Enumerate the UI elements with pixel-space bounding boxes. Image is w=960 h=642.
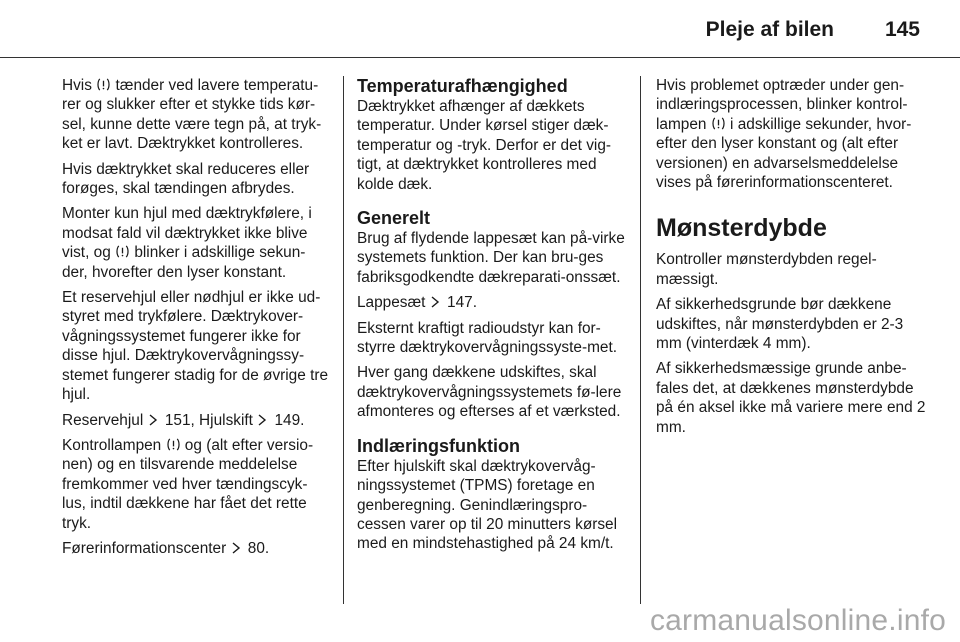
column-divider-2: [640, 76, 641, 604]
text-span: Hvis problemet optræder under gen-indlæringsprocessen, blinker kontrol-lampen: [656, 77, 908, 133]
page-reference-link[interactable]: 151, Hjulskift: [160, 411, 258, 429]
tpms-warning-icon: [96, 77, 111, 92]
text-span: Førerinformationscenter: [62, 539, 231, 557]
section-heading-learning: Indlæringsfunktion: [357, 435, 520, 456]
page-reference-link[interactable]: 80.: [243, 539, 270, 557]
page-reference-arrow-icon[interactable]: [231, 542, 241, 554]
text-span: Monter kun hjul med dæktrykfølere, i modsat fald vil dæktrykket ikke blive vist, og: [62, 205, 312, 262]
paragraph: [62, 411, 330, 430]
page-reference-arrow-icon[interactable]: [430, 296, 440, 308]
paragraph: Af sikkerhedsmæssige grunde anbe-fales det, at dækkenes mønsterdybde på én aksel ikke må variere mere end 2 mm.: [656, 360, 926, 436]
paragraph: [62, 204, 330, 282]
paragraph: [62, 436, 330, 533]
text-span: i adskillige sekunder, hvor-efter den lyser konstant og (alt efter versionen) en advarselsmeddelelse vises på førerinformationscenteret.: [656, 115, 912, 192]
tpms-warning-icon: [166, 437, 181, 452]
paragraph: [357, 293, 629, 312]
text-span: Kontrollampen: [62, 436, 166, 454]
paragraph: Hvis dæktrykket skal reduceres eller forøges, skal tændingen afbrydes.: [62, 160, 310, 198]
text-span: Lappesæt: [357, 294, 430, 312]
paragraph: Et reservehjul eller nødhjul er ikke ud-styret med trykfølere. Dæktrykover-vågningssystemet fungerer ikke for disse hjul. Dæktrykovervågningssy-stemet fungerer stadig for de øvrige tre hjul.: [62, 289, 329, 404]
tpms-warning-icon: [115, 244, 130, 259]
paragraph: Eksternt kraftigt radioudstyr kan for-styrre dæktrykovervågningssyste-met.: [357, 319, 618, 357]
section-heading-temperature: Temperaturafhængighed: [357, 76, 568, 96]
text-span: blinker i adskillige sekun-der, hvorefter den lyser konstant.: [62, 244, 306, 281]
paragraph: [656, 76, 926, 192]
page-header-title: Pleje af bilen: [705, 18, 834, 41]
paragraph: Efter hjulskift skal dæktrykovervåg-ningssystemet (TPMS) foretage en genberegning. Genindlæringspro-cessen varer op til 20 minutters kørsel med en mindstehastighed på 24 km/t.: [357, 457, 618, 553]
paragraph: Dæktrykket afhænger af dækkets temperatur. Under kørsel stiger dæk-temperatur og -tryk. Derfor er det vig-tigt, at dæktrykket kontrolleres med kolde dæk.: [357, 98, 612, 193]
page-reference-arrow-icon[interactable]: [148, 414, 158, 426]
watermark: carmanualsonline.info: [649, 604, 946, 637]
column-divider-1: [343, 76, 344, 604]
paragraph: [62, 539, 330, 558]
paragraph: Brug af flydende lappesæt kan på-virke systemets funktion. Der kan bru-ges fabriksgodkendte dækreparati-onssæt.: [357, 230, 625, 286]
paragraph: Hver gang dækkene udskiftes, skal dæktrykovervågningssystemets fø-lere afmonteres og efterses af et værksted.: [357, 364, 622, 421]
paragraph: Af sikkerhedsgrunde bør dækkene udskiftes, når mønsterdybden er 2-3 mm (vinterdæk 4 mm).: [656, 296, 904, 353]
text-span: tænder ved lavere temperatu-rer og slukker efter et stykke tids kør-sel, kunne dette være tegn på, at tryk-ket er lavt. Dæktrykket kontrolleres.: [62, 77, 322, 153]
page-reference-link[interactable]: 147.: [442, 294, 477, 312]
section-heading-tread-depth: Mønsterdybde: [656, 214, 827, 243]
page-reference-link[interactable]: 149.: [270, 411, 305, 429]
column-3: [656, 76, 926, 443]
page-number: 145: [884, 18, 920, 41]
column-2: [357, 76, 629, 560]
section-heading-general: Generelt: [357, 208, 431, 229]
text-span: Reservehjul: [62, 411, 148, 429]
column-1: [62, 76, 330, 564]
text-span: Hvis: [62, 77, 97, 94]
header-rule: [0, 57, 960, 58]
paragraph: Kontroller mønsterdybden regel-mæssigt.: [656, 251, 877, 288]
page-reference-arrow-icon[interactable]: [257, 414, 267, 426]
paragraph: [62, 76, 330, 154]
tpms-warning-icon: [711, 116, 726, 131]
text-span: og (alt efter versio-nen) og en tilsvarende meddelelse fremkommer ved hver tændingscyk-lus, indtil dækkene har fået det rette tryk.: [62, 436, 314, 532]
